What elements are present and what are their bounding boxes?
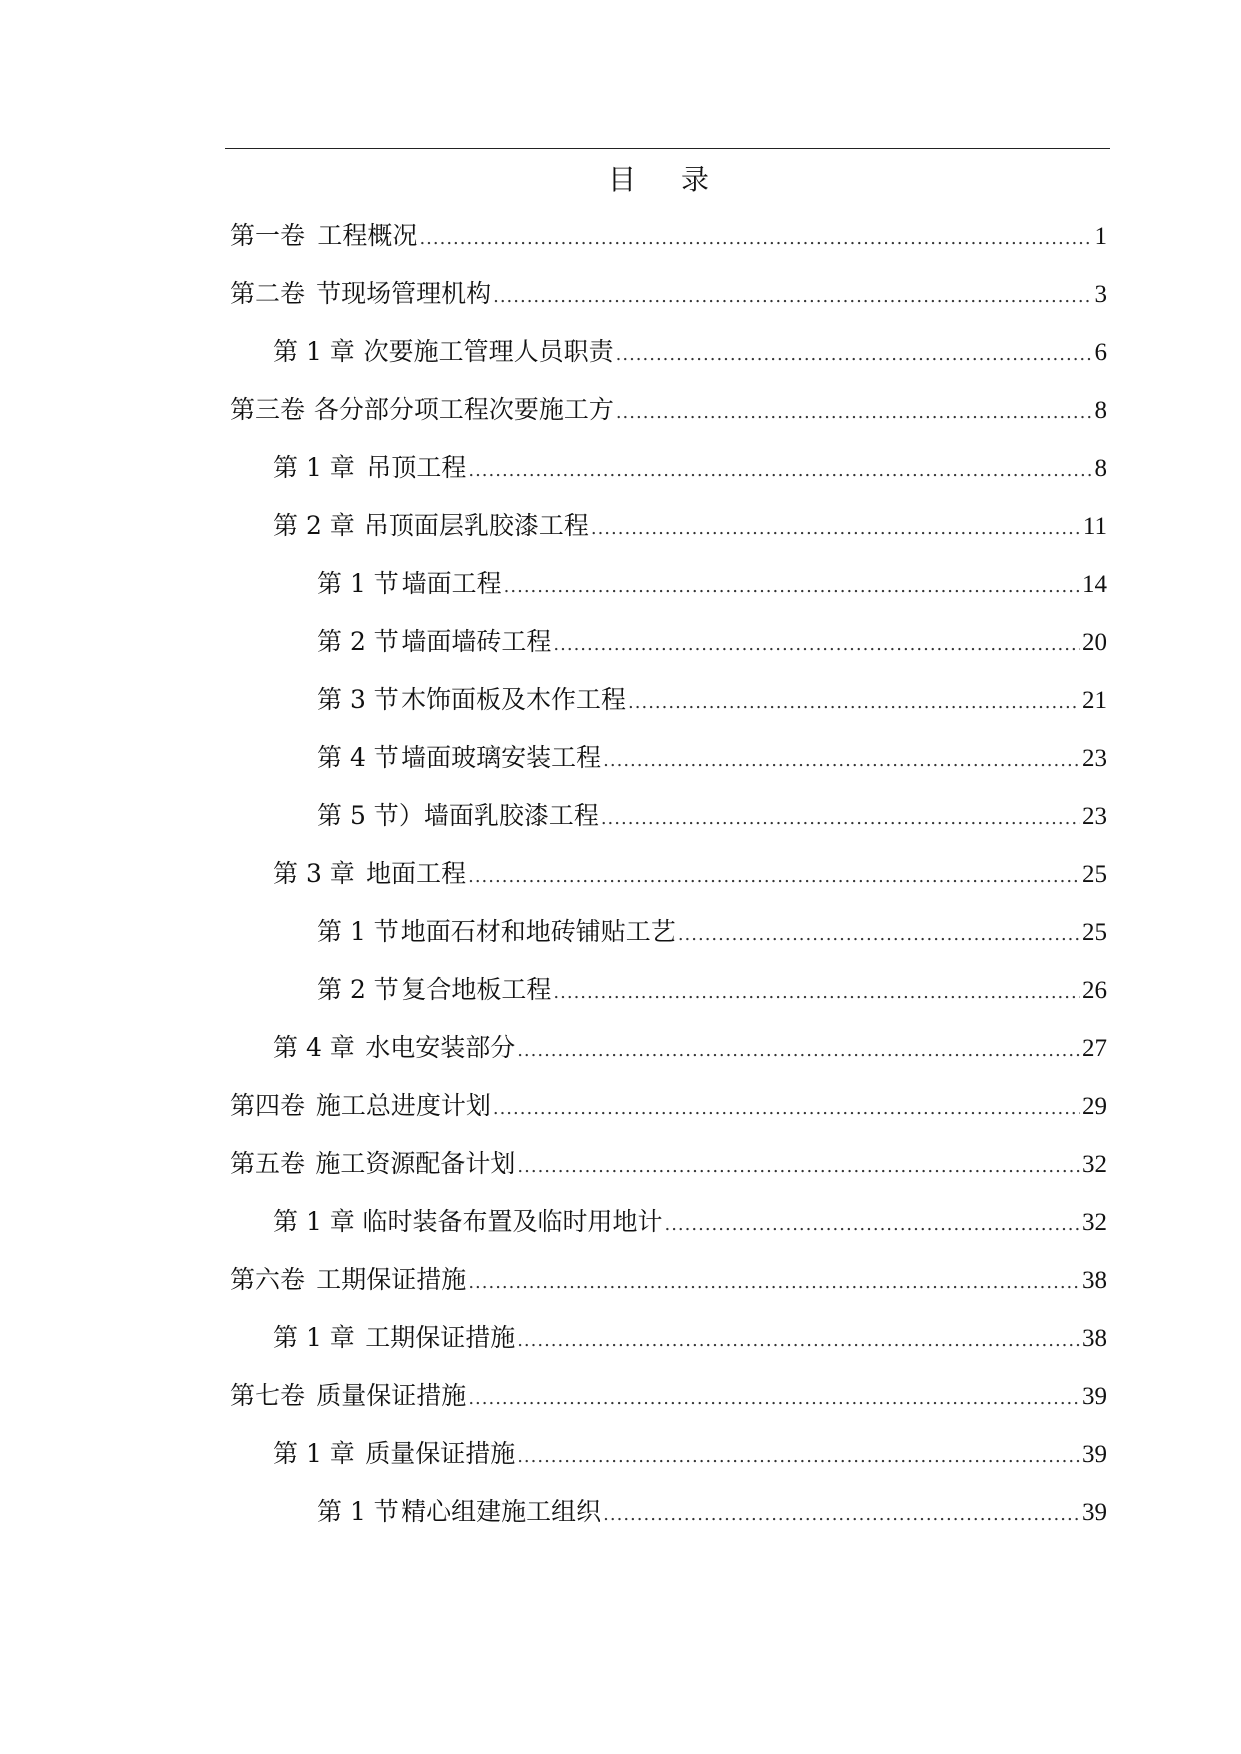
toc-entry-prefix: 第四卷 <box>230 1091 306 1120</box>
toc-entry-prefix: 第 2 节 <box>317 975 399 1004</box>
toc-entry-prefix: 第二卷 <box>230 279 306 308</box>
toc-entry-text: 吊顶工程 <box>366 453 467 482</box>
dot-leader <box>628 685 1080 721</box>
toc-entry-page: 23 <box>1082 803 1107 830</box>
dot-leader <box>468 1381 1080 1417</box>
toc-entry[interactable] <box>230 218 1107 254</box>
toc-entry-text: 质量保证措施 <box>316 1381 467 1410</box>
toc-entry-text: 工程概况 <box>317 221 418 250</box>
toc-entry-page: 39 <box>1082 1383 1107 1410</box>
toc-entry[interactable] <box>317 740 1107 776</box>
toc-entry-page: 1 <box>1094 223 1107 250</box>
toc-entry-page: 3 <box>1094 281 1107 308</box>
dot-leader <box>591 511 1081 547</box>
toc-entry-page: 14 <box>1082 571 1107 598</box>
toc-entry[interactable] <box>317 566 1107 602</box>
toc-entry[interactable] <box>230 276 1107 312</box>
toc-entry[interactable] <box>317 972 1107 1008</box>
toc-entry-text: ）墙面乳胶漆工程 <box>398 801 599 830</box>
dot-leader <box>493 279 1092 315</box>
toc-entry[interactable] <box>230 392 1107 428</box>
toc-entry-text: 墙面工程 <box>401 569 502 598</box>
toc-entry-prefix: 第 1 节 <box>317 569 399 598</box>
dot-leader <box>517 1323 1080 1359</box>
dot-leader <box>616 395 1093 431</box>
toc-entry-text: 施工资源配备计划 <box>315 1149 516 1178</box>
toc-entry-text: 地面工程 <box>366 859 467 888</box>
toc-entry-page: 25 <box>1082 919 1107 946</box>
dot-leader <box>603 743 1080 779</box>
toc-entry-text: 墙面玻璃安装工程 <box>401 743 602 772</box>
toc-entry-prefix: 第五卷 <box>230 1149 306 1178</box>
toc-entry-prefix: 第 2 章 <box>273 511 355 540</box>
toc-entry-page: 25 <box>1082 861 1107 888</box>
dot-leader <box>678 917 1080 953</box>
dot-leader <box>616 337 1093 373</box>
toc-entry-page: 23 <box>1082 745 1107 772</box>
toc-entry-prefix: 第 1 章 <box>273 337 355 366</box>
toc-entry[interactable] <box>230 1262 1107 1298</box>
toc-entry[interactable] <box>273 450 1107 486</box>
toc-entry[interactable] <box>273 1030 1107 1066</box>
header-rule <box>225 148 1110 149</box>
toc-entry[interactable] <box>273 508 1107 544</box>
toc-entry-prefix: 第 4 节 <box>317 743 399 772</box>
toc-entry-page: 8 <box>1094 455 1107 482</box>
toc-entry-text: 施工总进度计划 <box>315 1091 491 1120</box>
toc-entry-text: 木饰面板及木作工程 <box>401 685 627 714</box>
toc-entry-text: 水电安装部分 <box>365 1033 516 1062</box>
dot-leader <box>468 453 1092 489</box>
toc-title: 目 录 <box>608 163 727 196</box>
toc-entry-prefix: 第 4 章 <box>273 1033 355 1062</box>
toc-entry-page: 11 <box>1082 513 1107 540</box>
dot-leader <box>504 569 1080 605</box>
toc-entry-text: 地面石材和地砖铺贴工艺 <box>400 917 676 946</box>
toc-entry-prefix: 第 3 节 <box>317 685 399 714</box>
toc-entry[interactable] <box>273 1436 1107 1472</box>
toc-entry-prefix: 第七卷 <box>230 1381 306 1410</box>
toc-entry-text: 复合地板工程 <box>401 975 552 1004</box>
dot-leader <box>468 859 1080 895</box>
toc-entry-text: 工期保证措施 <box>316 1265 467 1294</box>
toc-entry-text: 墙面墙砖工程 <box>401 627 552 656</box>
toc-entry-page: 8 <box>1094 397 1107 424</box>
toc-entry-prefix: 第一卷 <box>230 221 306 250</box>
toc-entry-prefix: 第 1 章 <box>273 1207 355 1236</box>
dot-leader <box>517 1149 1080 1185</box>
toc-entry-text: 节现场管理机构 <box>316 279 492 308</box>
toc-entry-page: 39 <box>1082 1499 1107 1526</box>
toc-entry-prefix: 第 5 节 <box>317 801 399 830</box>
dot-leader <box>517 1033 1080 1069</box>
toc-entry-prefix: 第六卷 <box>230 1265 306 1294</box>
toc-entry-page: 38 <box>1082 1267 1107 1294</box>
toc-entry[interactable] <box>273 1320 1107 1356</box>
toc-entry-prefix: 第 1 节 <box>317 917 399 946</box>
toc-entry-text: 临时装备布置及临时用地计 <box>362 1207 663 1236</box>
dot-leader <box>468 1265 1080 1301</box>
dot-leader <box>553 627 1080 663</box>
toc-entry-page: 6 <box>1094 339 1107 366</box>
toc-entry[interactable] <box>230 1088 1107 1124</box>
toc-entry-page: 29 <box>1082 1093 1107 1120</box>
toc-entry[interactable] <box>273 856 1107 892</box>
toc-entry-prefix: 第 1 章 <box>273 1323 355 1352</box>
toc-entry-page: 21 <box>1082 687 1107 714</box>
toc-entry-prefix: 第 1 章 <box>273 453 355 482</box>
toc-entry-prefix: 第 3 章 <box>273 859 355 888</box>
toc-entry[interactable] <box>317 798 1107 834</box>
toc-entry-page: 26 <box>1082 977 1107 1004</box>
toc-entry-text: 各分部分项工程次要施工方 <box>313 395 614 424</box>
toc-entry-prefix: 第 2 节 <box>317 627 399 656</box>
toc-entry-prefix: 第 1 章 <box>273 1439 355 1468</box>
dot-leader <box>493 1091 1080 1127</box>
toc-entry-page: 39 <box>1082 1441 1107 1468</box>
dot-leader <box>664 1207 1080 1243</box>
toc-entry-page: 38 <box>1082 1325 1107 1352</box>
toc-entry-text: 次要施工管理人员职责 <box>363 337 614 366</box>
toc-entry-text: 吊顶面层乳胶漆工程 <box>363 511 589 540</box>
toc-entry[interactable] <box>317 1494 1107 1530</box>
toc-entry-page: 32 <box>1082 1151 1107 1178</box>
dot-leader <box>553 975 1080 1011</box>
dot-leader <box>419 221 1092 257</box>
toc-entry-prefix: 第 1 节 <box>317 1497 399 1526</box>
toc-entry[interactable] <box>317 682 1107 718</box>
toc-entry-text: 工期保证措施 <box>365 1323 516 1352</box>
dot-leader <box>603 1497 1080 1533</box>
toc-entry[interactable] <box>230 1378 1107 1414</box>
toc-entry[interactable] <box>317 624 1107 660</box>
toc-entry-page: 32 <box>1082 1209 1107 1236</box>
dot-leader <box>601 801 1080 837</box>
toc-entry-text: 质量保证措施 <box>365 1439 516 1468</box>
toc-entry-text: 精心组建施工组织 <box>401 1497 602 1526</box>
dot-leader <box>517 1439 1080 1475</box>
toc-entry-page: 20 <box>1082 629 1107 656</box>
toc-entry-prefix: 第三卷 <box>230 395 306 424</box>
toc-entry[interactable] <box>273 334 1107 370</box>
toc-entry[interactable] <box>230 1146 1107 1182</box>
toc-entry[interactable] <box>317 914 1107 950</box>
toc-entry[interactable] <box>273 1204 1107 1240</box>
toc-entry-page: 27 <box>1082 1035 1107 1062</box>
